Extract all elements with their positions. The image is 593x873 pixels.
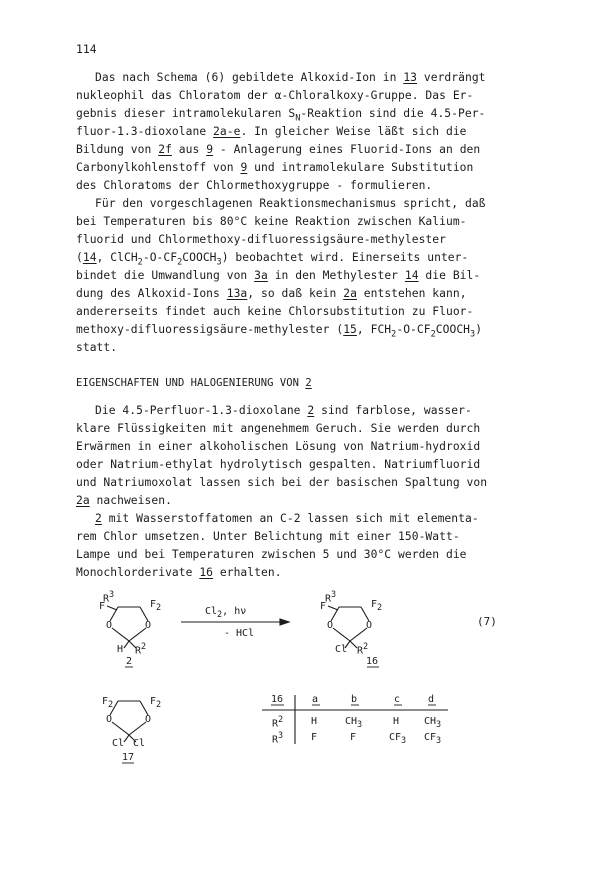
compound-17-o-left: O [106,714,113,725]
compound-17-f2-left: $F_2$ [102,696,114,710]
text-line: 2a nachweisen. [76,494,172,507]
table-header-b: b [351,694,358,705]
product-f2-right: $F_2$ [371,599,383,613]
product-r3-label: $R^3$ [325,590,337,605]
text-line: fluor-1.3-dioxolane 2a-e. In gleicher Weise läßt sich die [76,125,467,138]
text-line: Das nach Schema (6) gebildete Alkoxid-Ion in 13 verdrängt [95,71,486,84]
equation-number: (7) [477,615,497,628]
table-cell: F [311,732,318,743]
compound-17-number: 17 [122,752,135,763]
text-line: Bildung von 2f aus 9 - Anlagerung eines Fluorid-Ions an den [76,143,481,156]
reactant-compound-number: 2 [126,656,133,667]
text-line: klare Flüssigkeiten mit angenehmem Geruch. Sie werden durch [76,422,481,435]
reactant-f2-right: $F_2$ [150,599,162,613]
table-header-a: a [312,694,319,705]
text-line: (14, $ClCH_2-O-CF_2COOCH_3$) beobachtet wird. Einerseits unter- [76,251,469,268]
text-line: 2 mit Wasserstoffatomen an C-2 lassen sich mit elementa- [95,512,479,525]
text-line: andererseits findet auch keine Chlorsubstitution zu Fluor- [76,305,474,318]
text-line: statt. [76,341,118,354]
table-cell: F [350,732,357,743]
page-number: 114 [76,43,97,56]
product-cl-label: Cl [335,644,348,655]
section-heading: EIGENSCHAFTEN UND HALOGENIERUNG VON 2 [76,377,312,389]
compound-17-cl-right: Cl [133,738,146,749]
text-line: gebnis dieser intramolekularen $S_N$-Reaktion sind die 4.5-Per- [76,107,486,124]
text-line: Für den vorgeschlagenen Reaktionsmechanismus spricht, daß [95,197,486,210]
reactant-r2-label: $R^2$ [135,642,147,657]
text-line: des Chloratoms der Chlormethoxygruppe - formulieren. [76,179,433,192]
product-compound-number: 16 [366,656,379,667]
text-line: Monochlorderivate 16 erhalten. [76,566,282,579]
text-line: methoxy-difluoressigsäure-methylester (15, $FCH_2-O-CF_2COOCH_3$) [76,323,483,340]
compound-17-cl-left: Cl [112,738,125,749]
reactant-f-left: F [99,601,106,612]
text-line: rem Chlor umsetzen. Unter Belichtung mit einer 150-Watt- [76,530,460,543]
reagent-label: $Cl_2$, hν [205,606,247,620]
compound-17-o-right: O [145,714,152,725]
text-line: Die 4.5-Perfluor-1.3-dioxolane 2 sind farblose, wasser- [95,404,472,417]
table-row-label: $R^3$ [272,731,284,746]
text-line: fluorid und Chlormethoxy-difluoressigsäure-methylester [76,233,446,246]
text-line: oder Natrium-ethylat hydrolytisch gespalten. Natriumfluorid [76,458,481,471]
text-line: bei Temperaturen bis 80°C keine Reaktion zwischen Kalium- [76,215,467,228]
product-o-left: O [327,620,334,631]
product-r2-label: $R^2$ [357,642,369,657]
table-cell: $CH_3$ [424,716,442,730]
table-cell: $CF_3$ [389,732,407,746]
reactant-o-left: O [106,620,113,631]
table-header-c: c [394,694,401,705]
text-line: Lampe und bei Temperaturen zwischen 5 und 30°C werden die [76,548,467,561]
table-row-label: $R^2$ [272,715,284,730]
reactant-o-right: O [145,620,152,631]
byproduct-label: - HCl [224,628,255,639]
reactant-r3-label: $R^3$ [103,590,115,605]
text-line: Erwärmen in einer alkoholischen Lösung von Natrium-hydroxid [76,440,481,453]
text-line: dung des Alkoxid-Ions 13a, so daß kein 2a entstehen kann, [76,287,467,300]
text-line: Carbonylkohlenstoff von 9 und intramolekulare Substitution [76,161,474,174]
table-cell: H [393,716,400,727]
table-cell: $CH_3$ [345,716,363,730]
table-header-d: d [428,694,435,705]
table-header-compound: 16 [271,694,284,705]
compound-17-ring [110,701,148,742]
text-line: und Natriumoxolat lassen sich bei der basischen Spaltung von [76,476,488,489]
text-line: bindet die Umwandlung von 3a in den Methylester 14 die Bil- [76,269,481,282]
table-cell: H [311,716,318,727]
reactant-h-label: H [117,644,124,655]
product-o-right: O [366,620,373,631]
compound-17-f2-right: $F_2$ [150,696,162,710]
product-f-left: F [320,601,327,612]
table-cell: $CF_3$ [424,732,442,746]
text-line: nukleophil das Chloratom der α-Chloralkoxy-Gruppe. Das Er- [76,89,474,102]
